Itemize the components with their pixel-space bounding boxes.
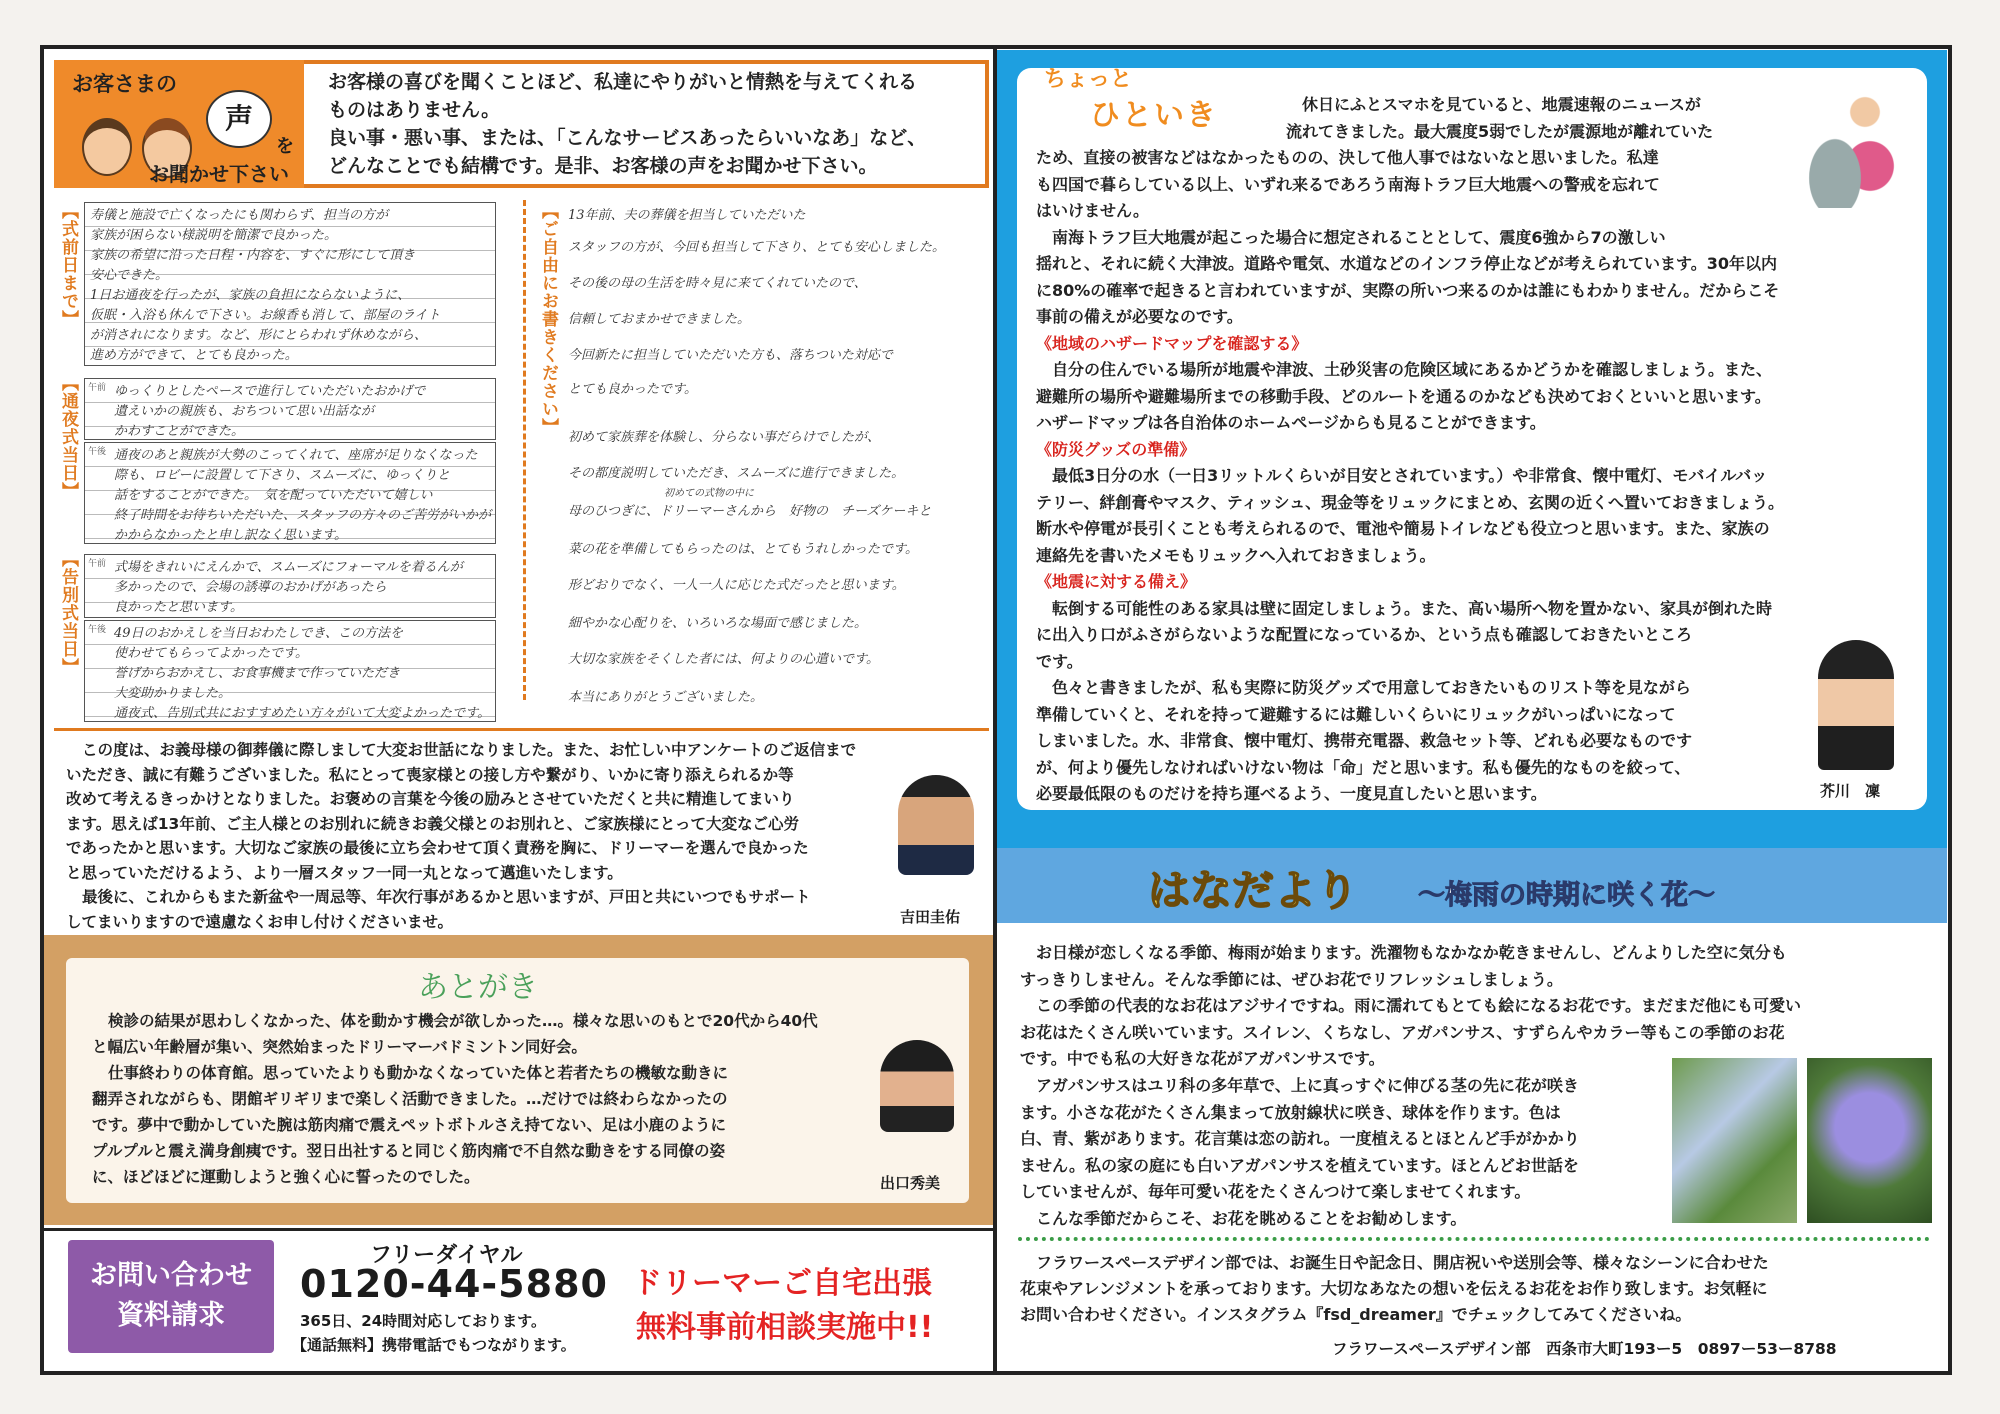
staff-photo-akutagawa — [1818, 640, 1894, 770]
handwritten-line: 大変助かりました。 — [114, 686, 232, 701]
agapanthus-photo — [1807, 1058, 1932, 1223]
handwritten-line: スタッフの方が、今回も担当して下さり、とても安心しました。 — [568, 240, 946, 255]
handwritten-line: その後の母の生活を時々見に来てくれていたので、 — [568, 276, 867, 291]
handwritten-line: 通夜のあと親族が大勢のこってくれて、座席が足りなくなった — [114, 448, 478, 463]
badge-title-bottom: お聞かせ下さい — [149, 162, 289, 186]
staff-photo-yoshida — [898, 775, 974, 875]
handwritten-line: とても良かったです。 — [568, 382, 697, 397]
service-hours: 365日、24時間対応しております。 — [300, 1312, 546, 1330]
handwritten-line: が消されになります。など、形にとらわれず休めながら、 — [90, 328, 427, 343]
handwritten-line: 今回新たに担当していただいた方も、落ちついた対応で — [568, 348, 893, 363]
badge-particle: を — [276, 136, 294, 157]
time-label-am: 午前 — [88, 559, 107, 569]
handwritten-line: 遺えいかの親族も、おちついて思い出話なが — [114, 404, 374, 419]
badge-title-top: お客さまの — [72, 72, 177, 96]
break-time-title: ひといき — [1090, 98, 1218, 133]
staff-photo-deguchi — [880, 1040, 954, 1132]
time-label-pm: 午後 — [88, 447, 107, 457]
break-time-body: 休日にふとスマホを見ていると、地震速報のニュースが 流れてきました。最大震度5弱でしたが震源地が離れていた ため、直接の被害などはなかったものの、決して他人事ではないなと思いました。私達 も四国で暮らしている以上、いずれ来るであろう南海トラフ巨大地震への警戒を忘れて はいけません。 南海トラフ巨大地震が起こった場合に想定されることとして、震度6強から7の激しい 揺れと、それに続く大津波。道路や電気、水道などのインフラ停止などが考えられています。30年以内 に80%の確率で起きると言われていますが、実際の所いつ来るのかは誰にもわかりません。だからこそ 事前の備えが必要なのです。 《地域のハザードマップを確認する》 自分の住んでいる場所が地震や津波、土砂災害の危険区域にあるかどうかを確認しましょう。また、 避難所の場所や避難場所までの移動手段、どのルートを通るのかなども決めておくといいと思います。 ハザードマップは各自治体のホームページからも見ることができます。 《防災グッズの準備》 最低3日分の水（一日3リットルくらいが目安とされています。）や非常食、懐中電灯、モバイルバッ テリー、絆創膏やマスク、ティッシュ、現金等をリュックにまとめ、玄関の近くへ置いておきましょう。 断水や停電が長引くことも考えられるので、電池や簡易トイレなども役立つと思います。また、家族の 連絡先を書いたメモもリュックへ入れておきましょう。 《地震に対する備え》 転倒する可能性のある家具は壁に固定しましょう。また、高い場所へ物を置かない、家具が倒れた時 に出入り口がふさがらないような配置になっているか、という点も確認しておきたいところ です。 色々と書きましたが、私も実際に防災グッズで用意しておきたいものリスト等を見ながら 準備していくと、それを持って避難するには難しいくらいにリュックがいっぱいになって しまいました。水、非常食、懐中電灯、携帯充電器、救急セット等、どれも必要なものです が、何より優先しなければいけない物は「命」だと思います。私も優先的なものを絞って、 必要最低限のものだけを持ち運べるよう、一度見直したいと思います。 — [1036, 92, 1916, 808]
handwritten-line: 進め方ができて、とても良かった。 — [90, 348, 298, 363]
survey-handwriting — [54, 198, 989, 728]
free-dial-number[interactable]: 0120-44-5880 — [300, 1262, 608, 1306]
handwritten-line: 1日お通夜を行ったが、家族の負担にならないように、 — [90, 288, 411, 303]
handwritten-line: 話をすることができた。 気を配っていただいて嬉しい — [114, 488, 433, 503]
dotted-divider — [1018, 1237, 1930, 1241]
agapanthus-text: アガパンサスはユリ科の多年草で、上に真っすぐに伸びる茎の先に花が咲き ます。小さな花がたくさん集まって放射線状に咲き、球体を作ります。色は 白、青、紫があります。花言葉は恋の訪れ。一度植えるとほとんど手がかかり ません。私の家の庭にも白いアガパンサスを植えています。ほとんどお世話を していませんが、毎年可愛い花をたくさんつけて楽しませてくれます。 こんな季節だからこそ、お花を眺めることをお勧めします。 — [1020, 1076, 1580, 1228]
handwritten-line: 菜の花を準備してもらったのは、とてもうれしかったです。 — [568, 542, 918, 557]
handwritten-line: 本当にありがとうございました。 — [568, 690, 764, 705]
time-label-am: 午前 — [88, 383, 107, 393]
afterword-body: 検診の結果が思わしくなかった、体を動かす機会が欲しかった…。様々な思いのもとで20代から40代 と幅広い年齢層が集い、突然始まったドリーマーバドミントン同好会。 仕事終わりの体育館。思っていたよりも動かなくなっていた体と若者たちの機敏な動きに 翻弄されながらも、閉館ギリギリまで楽しく活動できました。…だけでは終わらなかったの です。夢中で動かしていた腕は筋肉痛で震えペットボトルさえ持てない、足は小鹿のように プルプルと震え満身創痍です。翌日出社すると同じく筋肉痛で不自然な動きをする同僚の姿 に、ほどほどに運動しようと強く心に誓ったのでした。 — [92, 1012, 818, 1186]
hydrangea-photo — [1672, 1058, 1797, 1223]
staff-signature: 吉田圭佑 — [900, 908, 961, 926]
handwritten-line: 通夜式、告別式共におすすめたい方々がいて大変よかったです。 — [114, 706, 491, 721]
customer-illustration-icon — [82, 118, 132, 176]
handwritten-line: 初めて家族葬を体験し、分らない事だらけでしたが、 — [568, 430, 881, 445]
mobile-note: 【通話無料】携帯電話でもつながります。 — [292, 1336, 576, 1354]
handwritten-line: 多かったので、会場の誘導のおかげがあったら — [114, 580, 387, 595]
handwritten-line: 寿儀と施設で亡くなったにも関わらず、担当の方が — [90, 208, 388, 223]
break-time-title-small: ちょっと — [1044, 67, 1133, 92]
handwritten-line: 母のひつぎに、ドリーマーさんから 好物の チーズケーキと — [568, 504, 932, 519]
flower-news-body: お日様が恋しくなる季節、梅雨が始まります。洗濯物もなかなか乾きませんし、どんよりした空に気分も すっきりしません。そんな季節には、ぜひお花でリフレッシュしましょう。 この季節の代表的なお花はアジサイですね。雨に濡れてもとても絵になるお花です。まだまだ他にも可愛い お花はたくさん咲いています。スイレン、くちなし、アガパンサス、すずらんやカラー等もこの季節のお花 です。中でも私の大好きな花がアガパンサスです。 — [1020, 943, 1801, 1068]
handwritten-line: かからなかったと申し訳なく思います。 — [114, 528, 347, 543]
handwritten-note: 初めての式物の中に — [664, 488, 754, 499]
voice-speech-bubble: 声 — [206, 90, 272, 148]
handwritten-line: 家族の希望に沿った日程・内容を、すぐに形にして頂き — [90, 248, 416, 263]
label-before-ceremony: 【式前日まで】 — [58, 202, 78, 328]
free-consult-promo: 無料事前相談実施中!! — [636, 1310, 934, 1345]
handwritten-line: 大切な家族をそくした者には、何よりの心遣いです。 — [568, 652, 879, 667]
handwritten-line: かわすことができた。 — [114, 424, 245, 439]
handwritten-line: 形どおりでなく、一人一人に応じた式だったと思います。 — [568, 578, 905, 593]
label-wake-day: 【通夜式当日】 — [58, 374, 78, 500]
contact-divider — [44, 1228, 994, 1231]
handwritten-line: 際も、ロビーに設置して下さり、スムーズに、ゆっくりと — [114, 468, 451, 483]
heading-disaster-goods: 《防災グッズの準備》 — [1036, 439, 1196, 459]
handwritten-line: ゆっくりとしたペースで進行していただいたおかげで — [114, 384, 426, 399]
staff-signature: 出口秀美 — [880, 1174, 941, 1192]
handwritten-line: 式場をきれいにえんかで、スムーズにフォーマルを着るんが — [114, 560, 463, 575]
section-divider — [54, 728, 989, 731]
handwritten-line: 家族が困らない様説明を簡潔で良かった。 — [90, 228, 338, 243]
handwritten-line: 細やかな心配りを、いろいろな場面で感じました。 — [568, 616, 868, 631]
handwritten-line: 安心できた。 — [90, 268, 169, 283]
contact-button[interactable]: お問い合わせ 資料請求 — [68, 1240, 274, 1353]
handwritten-line: 良かったと思います。 — [114, 600, 243, 615]
label-funeral-day: 【告別式当日】 — [58, 550, 78, 676]
free-dial-label: フリーダイヤル — [370, 1243, 523, 1268]
column-divider — [523, 200, 526, 700]
afterword-title: あとがき — [418, 970, 538, 1005]
handwritten-line: 誉げからおかえし、お食事機まで作っていただき — [114, 666, 401, 681]
handwritten-line: 13年前、夫の葬儀を担当していただいた — [568, 208, 806, 223]
flower-news-subtitle: ～梅雨の時期に咲く花～ — [1418, 880, 1715, 911]
flower-dept-address: フラワースペースデザイン部 西条市大町193ー5 0897ー53ー8788 — [1332, 1340, 1837, 1358]
heading-earthquake-prep: 《地震に対する備え》 — [1036, 572, 1197, 591]
handwritten-line: 信頼しておまかせできました。 — [568, 312, 751, 327]
flower-dept-info: フラワースペースデザイン部では、お誕生日や記念日、開店祝いや送別会等、様々なシーンに合わせた 花束やアレンジメントを承っております。大切なあなたの想いを伝えるお花をお作り致します。お気軽に お問い合わせください。インスタグラム『fsd_dreamer』でチェックしてみてくださいね。 — [1020, 1253, 1769, 1324]
label-free-comment: 【ご自由にお書きください】 — [538, 202, 558, 436]
handwritten-line: 終了時間をお待ちいただいた、スタッフの方々のご苦労がいかが — [114, 508, 492, 523]
customer-voice-badge — [54, 60, 304, 188]
flower-news-title: はなだより — [1148, 866, 1359, 915]
home-visit-promo: ドリーマーご自宅出張 — [632, 1266, 932, 1301]
voice-intro: お客様の喜びを聞くことほど、私達にやりがいと情熱を与えてくれる ものはありません。 良い事・悪い事、または、「こんなサービスあったらいいなあ」など、 どんなことでも結構です。是非、お客様の声をお聞かせ下さい。 — [328, 71, 927, 177]
handwritten-line: 仮眠・入浴も休んで下さい。お線香も消して、部屋のライト — [90, 308, 441, 323]
time-label-pm: 午後 — [88, 625, 107, 635]
staff-reply: この度は、お義母様の御葬儀に際しまして大変お世話になりました。また、お忙しい中アンケートのご返信まで いただき、誠に有難うございました。私にとって喪家様との接し方や繋がり、いかに寄り添えられるか等 改めて考えるきっかけとなりました。お褒めの言葉を今後の励みとさせていただくと共に精進してまいり ます。思えば13年前、ご主人様とのお別れに続きお義父様とのお別れと、ご家族様にとって大変なご心労 であったかと思います。大切なご家族の最後に立ち会わせて頂く責務を胸に、ドリーマーを選んで良かった と思っていただけるよう、より一層スタッフ一同一丸となって邁進いたします。 最後に、これからもまた新盆や一周忌等、年次行事があるかと思いますが、戸田と共にいつでもサポート してまいりますので遠慮なくお申し付けくださいませ。 — [66, 741, 857, 931]
heading-hazard-map: 《地域のハザードマップを確認する》 — [1036, 333, 1308, 353]
staff-signature: 芥川 凜 — [1820, 782, 1881, 800]
handwritten-line: 使わせてもらってよかったです。 — [114, 646, 308, 661]
handwritten-line: その都度説明していただき、スムーズに進行できました。 — [568, 466, 905, 481]
handwritten-line: 49日のおかえしを当日おわたしでき、この方法を — [114, 626, 404, 641]
